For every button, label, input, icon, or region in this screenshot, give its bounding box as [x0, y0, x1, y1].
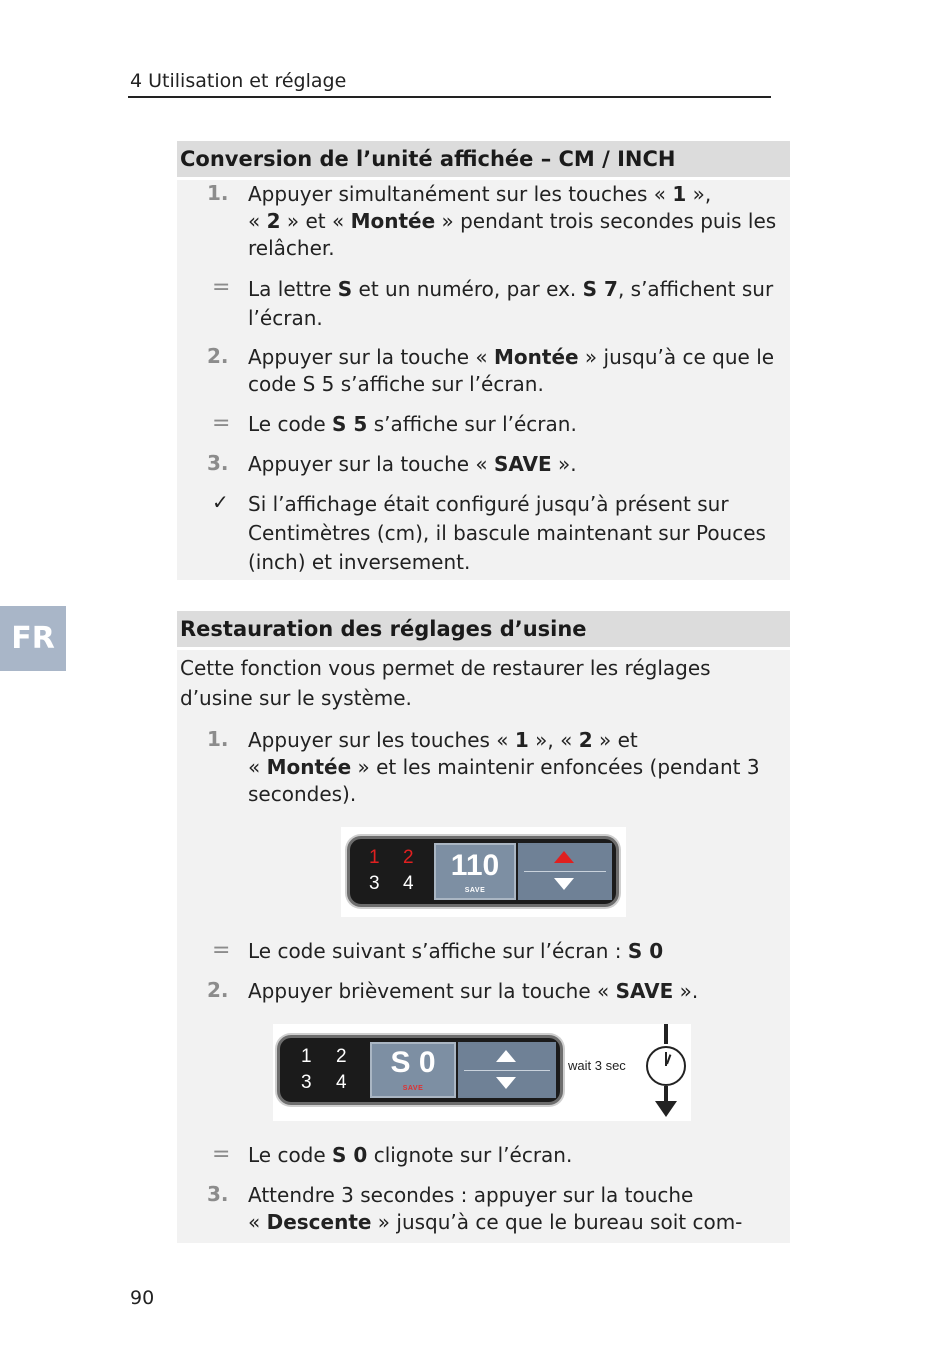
- step-text: Appuyer simultanément sur les touches « 1 », « 2 » et « Montée » pendant trois secondes puis les relâcher.: [248, 182, 777, 260]
- check-text: Si l’affichage était configuré jusqu’à présent sur Centimètres (cm), il bascule maintenant sur Pouces (inch) et inversement.: [248, 492, 766, 574]
- down-arrow-icon: [655, 1101, 677, 1117]
- save-key-label: SAVE: [402, 1085, 424, 1092]
- keypad-display: [370, 1042, 456, 1098]
- step-marker: 1.: [207, 727, 229, 751]
- step-text: Appuyer sur la touche « Montée » jusqu’à ce que le code S 5 s’affiche sur l’écran.: [248, 345, 775, 396]
- keypad: [277, 1035, 563, 1105]
- result-marker: =: [212, 275, 231, 300]
- page-number: 90: [130, 1287, 155, 1309]
- key-3: 3: [301, 1072, 312, 1093]
- up-arrow-icon: [554, 851, 574, 863]
- header-title: 4 Utilisation et réglage: [130, 70, 347, 92]
- key-1: 1: [301, 1046, 312, 1067]
- key-2: 2: [336, 1046, 347, 1067]
- down-arrow-icon: [554, 878, 574, 890]
- keypad-display: [434, 843, 516, 900]
- result-marker: =: [212, 938, 231, 963]
- language-tab: FR: [0, 606, 66, 671]
- keypad: [347, 836, 619, 907]
- timeline-bottom: [664, 1086, 668, 1102]
- keypad-figure-save: [273, 1024, 691, 1121]
- arrow-keys: [458, 1042, 556, 1098]
- header-rule: [128, 96, 771, 98]
- key-4: 4: [336, 1072, 347, 1093]
- section-title: Restauration des réglages d’usine: [177, 611, 790, 650]
- key-2: 2: [403, 847, 414, 868]
- step-marker: 1.: [207, 181, 229, 205]
- step-text: Attendre 3 secondes : appuyer sur la touche « Descente » jusqu’à ce que le bureau soit com-: [248, 1183, 743, 1234]
- display-value: 110: [450, 849, 500, 882]
- result-text: Le code S 0 clignote sur l’écran.: [248, 1143, 573, 1167]
- result-text: Le code suivant s’affiche sur l’écran : S 0: [248, 939, 664, 963]
- key-3: 3: [369, 873, 380, 894]
- result-text: La lettre S et un numéro, par ex. S 7, s’affichent sur l’écran.: [248, 277, 774, 330]
- check-icon: ✓: [212, 490, 229, 514]
- section-factory-reset: [177, 611, 790, 1243]
- key-4: 4: [403, 873, 414, 894]
- arrow-keys: [518, 843, 612, 900]
- arrow-divider: [524, 871, 606, 872]
- step-text: Appuyer brièvement sur la touche « SAVE ».: [248, 979, 699, 1003]
- result-text: Le code S 5 s’affiche sur l’écran.: [248, 412, 577, 436]
- arrow-divider: [464, 1070, 550, 1071]
- key-1: 1: [369, 847, 380, 868]
- up-arrow-icon: [496, 1050, 516, 1062]
- result-marker: =: [212, 1142, 231, 1167]
- section-unit-conversion: [177, 141, 790, 580]
- result-marker: =: [212, 411, 231, 436]
- section-title: Conversion de l’unité affichée – CM / INCH: [177, 141, 790, 180]
- down-arrow-icon: [496, 1077, 516, 1089]
- step-marker: 3.: [207, 1182, 229, 1206]
- step-text: Appuyer sur la touche « SAVE ».: [248, 452, 577, 476]
- step-text: Appuyer sur les touches « 1 », « 2 » et « Montée » et les maintenir enfoncées (pendant 3 secondes).: [248, 728, 760, 806]
- step-marker: 2.: [207, 978, 229, 1002]
- keypad-figure-hold: [341, 827, 626, 917]
- display-value: S 0: [390, 1046, 436, 1079]
- step-marker: 3.: [207, 451, 229, 475]
- section-intro: Cette fonction vous permet de restaurer les réglages d’usine sur le système.: [180, 656, 711, 710]
- save-key-label: SAVE: [464, 887, 486, 894]
- clock-icon: [646, 1046, 686, 1086]
- wait-label: wait 3 sec: [568, 1058, 626, 1073]
- step-marker: 2.: [207, 344, 229, 368]
- timeline-top: [664, 1024, 668, 1044]
